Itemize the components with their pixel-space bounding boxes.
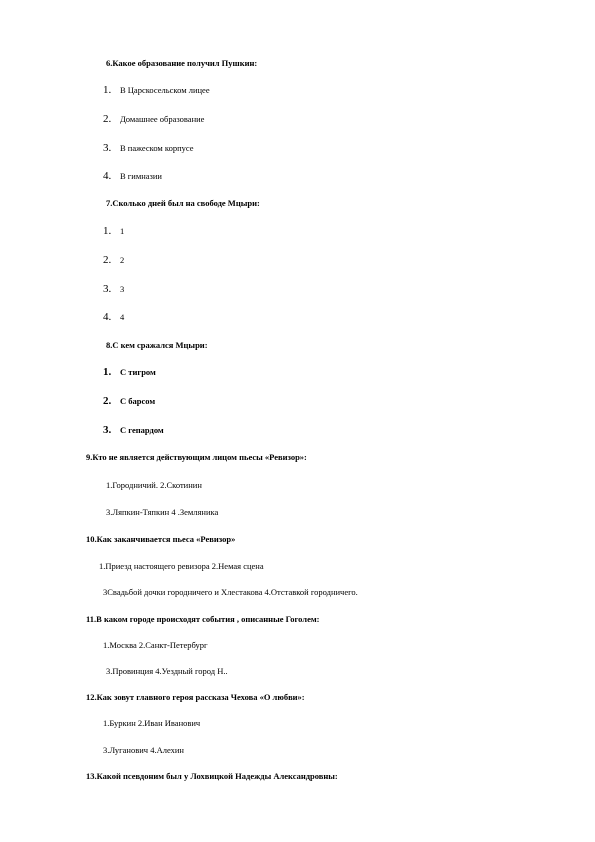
question-6-option-1: 1. В Царскосельском лицее: [103, 84, 210, 96]
question-9-title: 9.Кто не является действующим лицом пьесы «Ревизор»:: [86, 452, 307, 462]
question-12-title: 12.Как зовут главного героя рассказа Чехова «О любви»:: [86, 692, 305, 702]
question-13-title: 13.Какой псевдоним был у Лохвицкой Надежды Александровны:: [86, 771, 338, 781]
question-8-title: 8.С кем сражался Мцыри:: [106, 340, 208, 350]
question-6-option-2: 2. Домашнее образование: [103, 113, 205, 125]
question-11-options-row-1: 1.Москва 2.Санкт-Петербург: [103, 640, 208, 650]
question-10-title: 10.Как заканчивается пьеса «Ревизор»: [86, 534, 236, 544]
question-7-option-1: 1. 1: [103, 225, 125, 237]
question-8-option-2: 2. С барсом: [103, 395, 156, 407]
question-11-title: 11.В каком городе происходят события , описанные Гоголем:: [86, 614, 320, 624]
question-12-options-row-2: 3.Луганович 4.Алехин: [103, 745, 184, 755]
question-6-option-3: 3. В пажеском корпусе: [103, 142, 194, 154]
question-8-option-3: 3. С гепардом: [103, 424, 164, 436]
question-7-option-4: 4. 4: [103, 311, 125, 323]
question-11-options-row-2: 3.Провинция 4.Уездный город Н..: [106, 666, 228, 676]
question-12-options-row-1: 1.Буркин 2.Иван Иванович: [103, 718, 201, 728]
question-8-option-1: 1. С тигром: [103, 366, 156, 378]
question-9-options-row-2: 3.Ляпкин-Тяпкин 4 .Земляника: [106, 507, 219, 517]
question-6-option-4: 4. В гимназии: [103, 170, 162, 182]
question-7-option-3: 3. 3: [103, 283, 125, 295]
question-7-option-2: 2. 2: [103, 254, 125, 266]
question-6-title: 6.Какое образование получил Пушкин:: [106, 58, 258, 68]
question-9-options-row-1: 1.Городничий. 2.Скотинин: [106, 480, 202, 490]
question-10-options-row-2: 3Свадьбой дочки городничего и Хлестакова 4.Отставкой городничего.: [103, 587, 358, 597]
question-10-options-row-1: 1.Приезд настоящего ревизора 2.Немая сцена: [99, 561, 264, 571]
question-7-title: 7.Сколько дней был на свободе Мцыри:: [106, 198, 260, 208]
